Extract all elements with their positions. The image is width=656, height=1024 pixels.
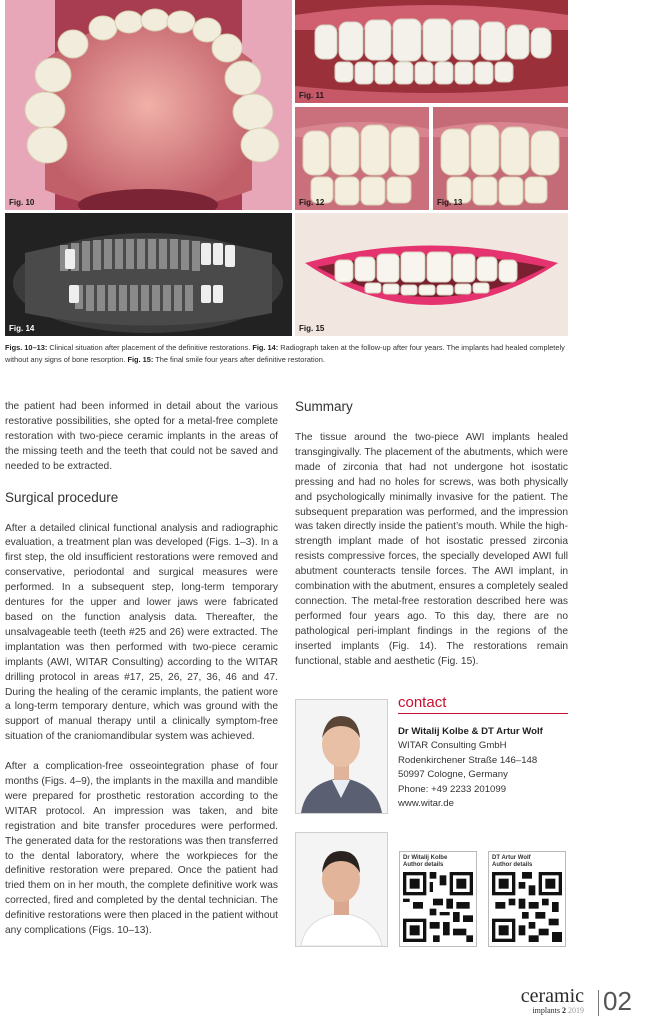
lateral-right-image [295,107,429,210]
surgical-paragraph-2: After a complication-free osseointegration phase of four months (Figs. 4–9), the implants in the maxilla and mandible were prepared for prosthetic restoration according to the WITAR protocol. An impression was taken, and bite registration and bite transfer procedures were performed. The generated data for the restorations was then transferred to the dental laboratory, where the workpieces for the definitive restoration were prepared. Once the patient had tried them on in her mouth, the complete definitive work was corrected, fired and completed by the dental technician. The definitive restorations were then placed in the patient without any complications (Figs. 10–13). [5,761,278,937]
left-column [5,400,278,954]
journal-subtitle: implants [532,1006,560,1015]
journal-name: ceramic [520,985,584,1007]
issue-number: 2 [562,1006,566,1015]
caption-lead-figs-10-13: Figs. 10–13: [5,343,48,352]
journal-issue [521,1006,584,1016]
portrait-wolf-image [296,833,387,946]
contact-heading: contact [398,694,447,711]
journal-brand [521,986,584,1016]
qr-card-kolbe[interactable] [399,851,477,947]
qr-code-icon [403,872,473,942]
figure-14-label: Fig. 14 [9,324,35,333]
summary-heading: Summary [295,399,353,414]
right-column [295,399,568,685]
caption-text-3: The final smile four years after definitive restoration. [153,355,325,364]
panoramic-xray-image [5,213,292,336]
contact-company: WITAR Consulting GmbH [398,740,507,752]
contact-divider [398,713,568,714]
contact-street: Rodenkirchener Straße 146–148 [398,754,538,766]
contact-website-link[interactable]: www.witar.de [398,798,454,810]
frontal-teeth-image [295,0,568,103]
qr-wolf-label: Author details [492,862,533,868]
author-photo-kolbe [295,699,388,814]
figure-10-photo [5,0,292,210]
figure-caption [5,342,568,366]
surgical-procedure-heading: Surgical procedure [5,489,119,505]
summary-paragraph: The tissue around the two-piece AWI implants healed transgingivally. The placement of the abutments, which were made of zirconia that had not undergone hot isostatic pressing and had no holes for screws, was both physically and psychologically minimally invasive for the patient. The subsequent preparation was performed, and the impression was taken directly inside the patient’s mouth. While the high-strength implant made of hot isostatic pressed zirconia resists compressive forces, the specially developed AWI full abutment counteracts tensile forces. The AWI implant, in combination with the abutment, ensures a completely sealed connection. The metal-free restoration described here was performed four years ago. To this day, there are no pathological peri-implant findings in the regions of the inserted implants (Fig. 14). The restorations remain functional, stable and aesthetic (Fig. 15). [295,432,568,667]
caption-lead-fig-14: Fig. 14: [252,343,279,352]
figure-13-photo [433,107,568,210]
figure-15-photo [295,213,568,336]
figure-12-photo [295,107,429,210]
author-photo-wolf [295,832,388,947]
figure-11-label: Fig. 11 [299,91,324,100]
figure-14-radiograph [5,213,292,336]
contact-phone: Phone: +49 2233 201099 [398,783,507,795]
surgical-paragraph-1: After a detailed clinical functional analysis and radiographic evaluation, a treatment plan was developed (Figs. 1–3). In a first step, the old insufficient restorations were removed and conservative, periodontal and surgical measures were performed. In a subsequent step, long-term temporary dentures for the upper and lower jaws were fabricated based on the function analysis data. Thereafter, the unsalvageable teeth (teeth #25 and 26) were extracted. The implantation was then performed with two-piece ceramic implants (AWI, WITAR Consulting) according to the WITAR drilling protocol in areas #17, 25, 26, 27, 36, 46 and 47. During the healing of the ceramic implants, the patient wore a long-term temporary denture, which was ground with the support of manual therapy until a clinically symptom-free situation of the craniomandibular system was achieved. [5,522,278,743]
caption-text-1: Clinical situation after placement of the definitive restorations. [47,343,253,352]
lateral-left-image [433,107,568,210]
intro-paragraph: the patient had been informed in detail about the various restorative possibilities, she opted for a metal-free complete restoration with two-piece ceramic implants in the areas of the missing teeth and the teeth that could not be saved and needed to be extracted. [5,401,278,472]
occlusal-view-image [5,0,292,210]
caption-text-2: Radiograph taken at the follow-up after four years. The implants had healed completely without any signs of bone resorption. [5,343,565,364]
issue-year: 2019 [568,1006,584,1015]
qr-code-icon [492,872,562,942]
contact-details [398,725,543,811]
qr-card-wolf[interactable] [488,851,566,947]
caption-lead-fig-15: Fig. 15: [127,355,154,364]
contact-city: 50997 Cologne, Germany [398,769,508,781]
qr-kolbe-label: Author details [403,862,444,868]
contact-name: Dr Witalij Kolbe & DT Artur Wolf [398,726,543,737]
smile-image [295,213,568,336]
portrait-kolbe-image [296,700,387,813]
figure-15-label: Fig. 15 [299,324,325,333]
footer-separator [598,990,599,1016]
qr-kolbe-name: Dr Witalij Kolbe [403,855,448,861]
figure-10-label: Fig. 10 [9,198,35,207]
page-number: 02 [603,986,632,1016]
figure-13-label: Fig. 13 [437,198,463,207]
figure-11-photo [295,0,568,103]
qr-wolf-name: DT Artur Wolf [492,855,531,861]
figure-12-label: Fig. 12 [299,198,325,207]
